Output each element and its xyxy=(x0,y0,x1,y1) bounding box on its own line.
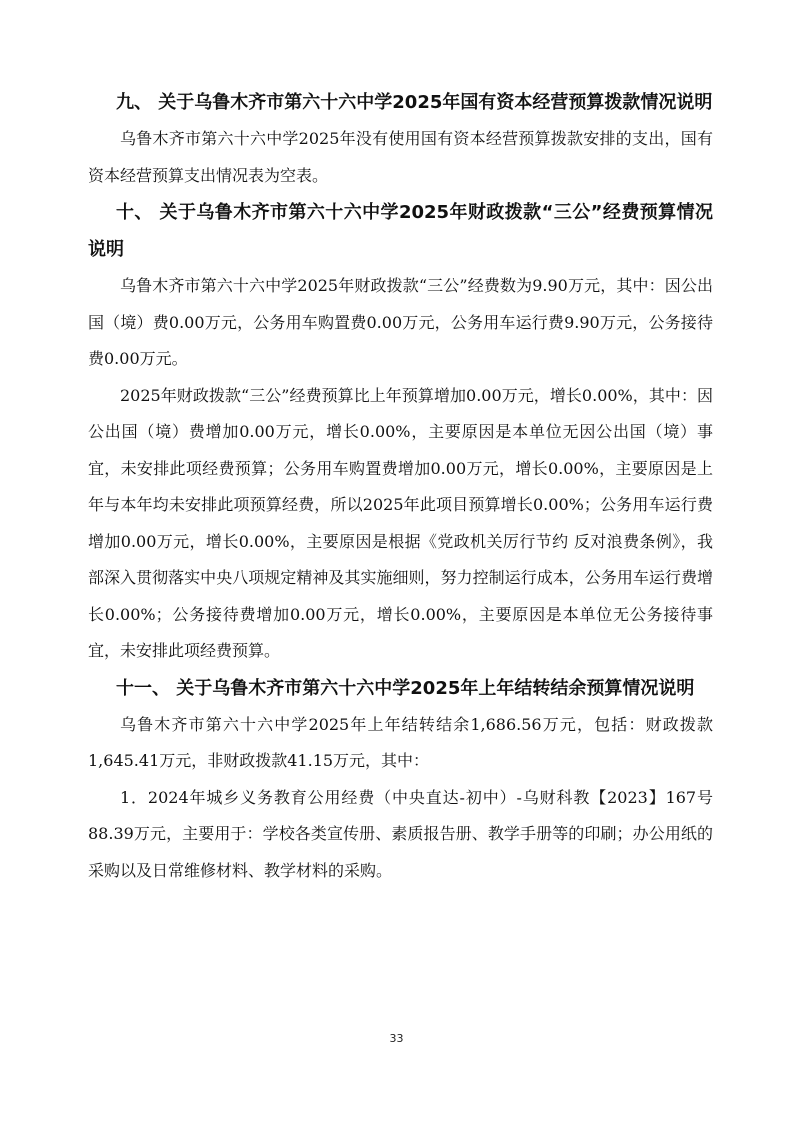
document-body xyxy=(88,84,713,889)
section-heading-11: 十一、 关于乌鲁木齐市第六十六中学2025年上年结转结余预算情况说明 xyxy=(116,677,695,699)
section-heading-10: 十、 关于乌鲁木齐市第六十六中学2025年财政拨款“三公”经费预算情况说明 xyxy=(88,202,713,260)
section-10-paragraph-2: 2025年财政拨款“三公”经费预算比上年预算增加0.00万元，增长0.00%，其中：因公出国（境）费增加0.00万元，增长0.00%，主要原因是本单位无因公出国（境）事宜，未安排此项经费预算；公务用车购置费增加0.00万元，增长0.00%，主要原因是上年与本年均未安排此项预算经费，所以2025年此项目预算增长0.00%；公务用车运行费增加0.00万元，增长0.00%，主要原因是根据《党政机关厉行节约 反对浪费条例》，我部深入贯彻落实中央八项规定精神及其实施细则，努力控制运行成本，公务用车运行费增长0.00%；公务接待费增加0.00万元，增长0.00%，主要原因是本单位无公务接待事宜，未安排此项经费预算。 xyxy=(88,385,713,660)
section-11-paragraph-1: 乌鲁木齐市第六十六中学2025年上年结转结余1,686.56万元，包括：财政拨款1,645.41万元，非财政拨款41.15万元，其中： xyxy=(88,714,713,770)
section-10-paragraph-1: 乌鲁木齐市第六十六中学2025年财政拨款“三公”经费数为9.90万元，其中：因公出国（境）费0.00万元，公务用车购置费0.00万元，公务用车运行费9.90万元，公务接待费0.00万元。 xyxy=(88,276,713,368)
section-heading-9: 九、 关于乌鲁木齐市第六十六中学2025年国有资本经营预算拨款情况说明 xyxy=(116,92,713,113)
section-9-paragraph-1: 乌鲁木齐市第六十六中学2025年没有使用国有资本经营预算拨款安排的支出，国有资本经营预算支出情况表为空表。 xyxy=(88,129,713,185)
page-number: 33 xyxy=(389,1032,404,1045)
section-11-paragraph-2: 1．2024年城乡义务教育公用经费（中央直达-初中）-乌财科教【2023】167号 88.39万元，主要用于：学校各类宣传册、素质报告册、教学手册等的印刷；办公用纸的采购以及日常维修材料、教学材料的采购。 xyxy=(88,787,713,880)
